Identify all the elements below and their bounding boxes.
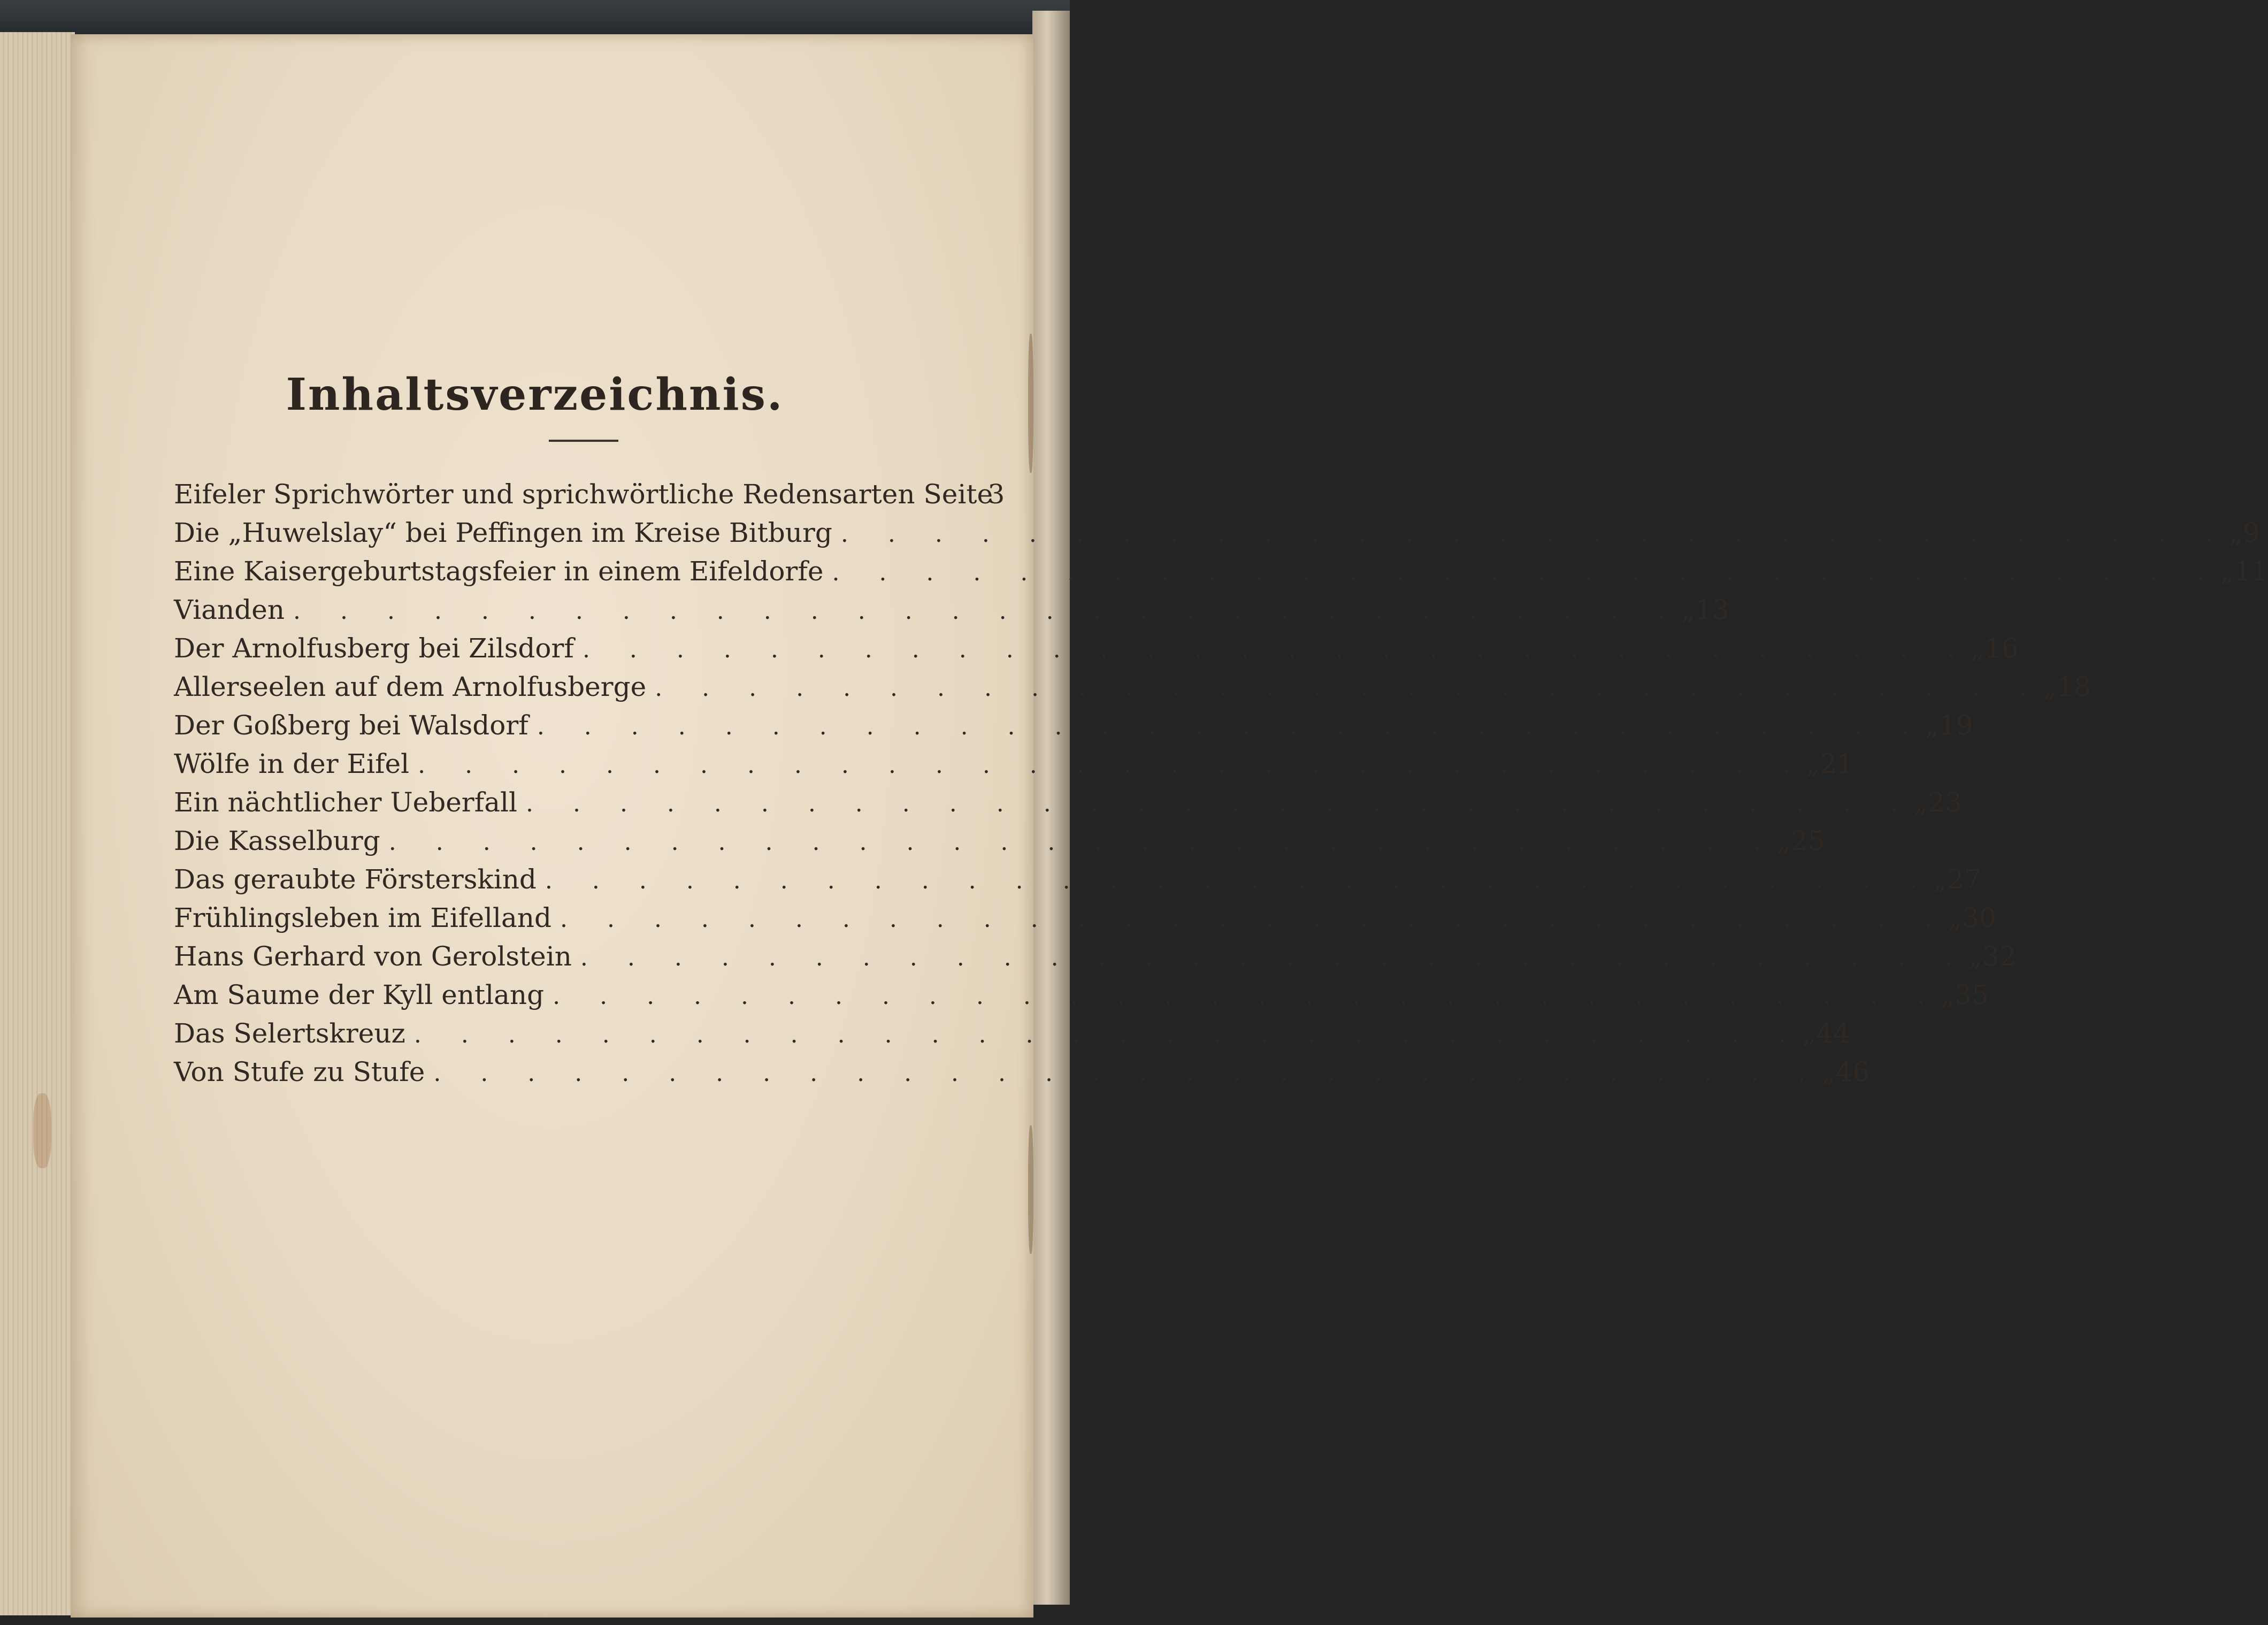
- toc-entry-page: 44: [1815, 1018, 1850, 1049]
- dot-leader: . . . . . . . . . . . . . . . . . . . . . . . . . . . . . .: [840, 520, 2229, 548]
- toc-entry-marker: „: [2229, 517, 2243, 548]
- dot-leader: . . . . . . . . . . . . . . . . . . . . . . . . . . . . . .: [832, 559, 2220, 586]
- toc-entry-title: Der Arnolfusberg bei Zilsdorf: [174, 633, 574, 664]
- toc-entry: [174, 633, 2019, 671]
- toc-entry-page: 13: [1695, 594, 1729, 625]
- toc-entry: [174, 941, 2017, 979]
- dot-leader: . . . . . . . . . . . . . . . . . . . . . . . . . . . . . .: [293, 597, 1682, 625]
- toc-entry: [174, 902, 1996, 941]
- toc-entry: [174, 710, 1973, 748]
- toc-entry-page: 16: [1985, 633, 2019, 664]
- toc-entry-title: Das geraubte Försterskind: [174, 864, 537, 895]
- toc-entry: [174, 825, 1825, 864]
- dot-leader: . . . . . . . . . . . . . . . . . . . . . . . . . . . . . .: [582, 636, 1971, 663]
- toc-entry-page: 25: [1790, 825, 1825, 856]
- toc-entry-title: Von Stufe zu Stufe: [174, 1056, 425, 1087]
- dot-leader: . . . . . . . . . . . . . . . . . . . . . . . . . . . . . .: [545, 867, 1934, 894]
- toc-entry-marker: „: [1776, 825, 1791, 856]
- toc-entry-title: Die Kasselburg: [174, 825, 380, 856]
- toc-entry-title: Ein nächtlicher Ueberfall: [174, 787, 517, 818]
- toc-entry: [174, 594, 1729, 633]
- toc-entry-title: Wölfe in der Eifel: [174, 748, 410, 779]
- toc-entry-page: 32: [1982, 941, 2017, 972]
- dot-leader: . . . . . . . . . . . . . . . . . . . . . . . . . . . . . .: [388, 829, 1777, 856]
- toc-entry-marker: Seite: [923, 479, 993, 510]
- paper-tear-mark: [1028, 1125, 1033, 1254]
- toc-entry-title: Hans Gerhard von Gerolstein: [174, 941, 572, 972]
- toc-entry-marker: „: [1971, 633, 1985, 664]
- toc-entry-title: Allerseelen auf dem Arnolfusberge: [174, 671, 647, 702]
- toc-entry-page: 23: [1928, 787, 1962, 818]
- toc-entry-page: 30: [1962, 902, 1996, 933]
- dot-leader: . . . . . . . . . . . . . . . . . . . . . . . . . . . . . .: [418, 752, 1806, 779]
- toc-entry-title: Eifeler Sprichwörter und sprichwörtliche Redensarten: [174, 479, 915, 510]
- page-stack-edges: [0, 32, 75, 1615]
- table-of-contents: [174, 479, 2268, 1095]
- toc-entry: [174, 748, 1854, 787]
- toc-entry-marker: „: [2220, 556, 2234, 587]
- toc-entry: [174, 979, 1989, 1018]
- toc-entry-page: 19: [1938, 710, 1973, 741]
- toc-entry-title: Das Selertskreuz: [174, 1018, 405, 1049]
- dot-leader: . . . . . . . . . . . . . . . . . . . . . . . . . . . . . .: [537, 713, 1926, 740]
- dot-leader: . . . . . . . . . . . . . . . . . . . . . . . . . . . . . .: [413, 1021, 1803, 1048]
- page-title: Inhaltsverzeichnis.: [286, 369, 784, 420]
- toc-entry-title: Eine Kaisergeburtstagsfeier in einem Eifeldorfe: [174, 556, 824, 587]
- toc-entry-marker: „: [1806, 748, 1820, 779]
- toc-entry-marker: „: [1925, 710, 1939, 741]
- toc-entry-page: 35: [1955, 979, 1989, 1010]
- toc-entry: [174, 1056, 1870, 1095]
- toc-entry-marker: „: [1968, 941, 1983, 972]
- dot-leader: . . . . . . . . . . . . . . . . . . . . . . . . . . . . . .: [433, 1060, 1822, 1087]
- toc-entry-page: 18: [2057, 671, 2091, 702]
- toc-entry-marker: „: [1941, 979, 1955, 1010]
- toc-entry-marker: „: [1948, 902, 1963, 933]
- toc-entry-page: 9: [2243, 517, 2260, 548]
- toc-entry-title: Am Saume der Kyll entlang: [174, 979, 545, 1010]
- toc-entry-marker: „: [1681, 594, 1696, 625]
- toc-entry-page: 3: [987, 479, 1005, 510]
- toc-entry-marker: „: [1914, 787, 1928, 818]
- toc-entry: [174, 556, 2268, 594]
- dot-leader: . . . . . . . . . . . . . . . . . . . . . . . . . . . . . .: [553, 983, 1941, 1010]
- toc-entry-title: Frühlingsleben im Eifelland: [174, 902, 552, 933]
- toc-entry-marker: „: [2043, 671, 2057, 702]
- toc-entry-page: 21: [1820, 748, 1854, 779]
- toc-entry-marker: „: [1821, 1056, 1836, 1087]
- toc-entry-title: Der Goßberg bei Walsdorf: [174, 710, 528, 741]
- toc-entry: [174, 479, 1005, 517]
- toc-entry: [174, 1018, 1850, 1056]
- dot-leader: . . . . . . . . . . . . . . . . . . . . . . . . . . . . . .: [560, 906, 1949, 933]
- toc-entry-page: 11: [2234, 556, 2268, 587]
- dot-leader: . . . . . . . . . . . . . . . . . . . . . . . . . . . . . .: [580, 944, 1969, 971]
- toc-entry-marker: „: [1802, 1018, 1816, 1049]
- toc-entry-title: Die „Huwelslay“ bei Peffingen im Kreise Bitburg: [174, 517, 832, 548]
- dot-leader: . . . . . . . . . . . . . . . . . . . . . . . . . . . . . .: [526, 790, 1914, 817]
- toc-entry-title: Vianden: [174, 594, 285, 625]
- toc-entry: [174, 787, 1962, 825]
- toc-entry: [174, 864, 1981, 902]
- title-divider: [549, 440, 618, 442]
- toc-entry: [174, 671, 2091, 710]
- toc-entry-page: 46: [1835, 1056, 1870, 1087]
- dot-leader: . . . . . . . . . . . . . . . . . . . . . . . . . . . . . .: [655, 674, 2043, 702]
- toc-entry-marker: „: [1933, 864, 1948, 895]
- toc-entry: [174, 517, 2260, 556]
- toc-entry-page: 27: [1947, 864, 1981, 895]
- paper-stain: [33, 1093, 51, 1168]
